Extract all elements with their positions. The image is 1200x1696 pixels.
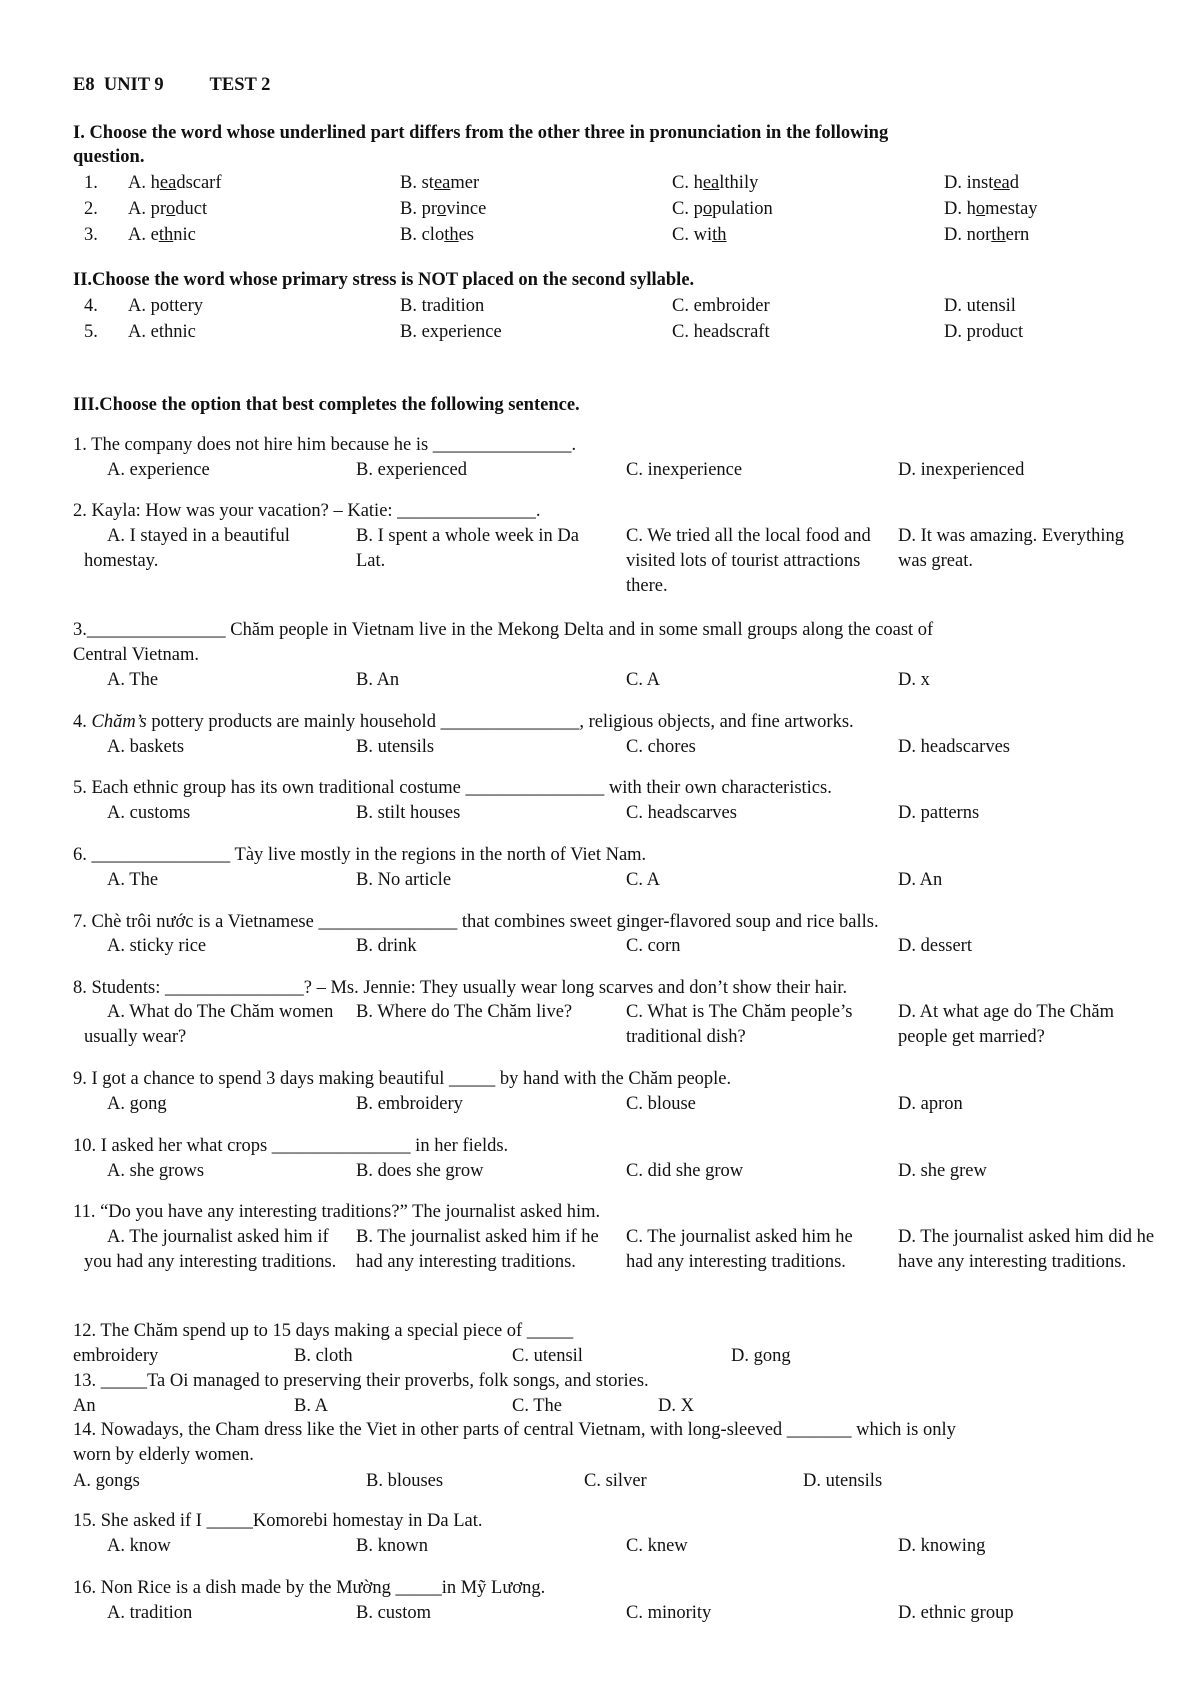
q7-option-c: C. corn <box>626 936 681 956</box>
s1-q2-option-d: D. homestay <box>944 199 1038 219</box>
q9-option-c: C. blouse <box>626 1094 696 1114</box>
q16-stem: 16. Non Rice is a dish made by the Mường _____in Mỹ Lương. <box>73 1578 546 1598</box>
q14-option-a: A. gongs <box>73 1471 140 1491</box>
q7-option-a: A. sticky rice <box>107 936 207 956</box>
q8-option-b: B. Where do The Chăm live? <box>356 1002 573 1022</box>
s2-q5-number: 5. <box>84 322 98 342</box>
s1-q3-option-b: B. clothes <box>400 225 475 245</box>
q1-stem: 1. The company does not hire him because he is _______________. <box>73 435 577 455</box>
q13-stem: 13. _____Ta Oi managed to preserving their proverbs, folk songs, and stories. <box>73 1371 649 1391</box>
q3-option-a: A. The <box>107 670 159 690</box>
q10-option-b: B. does she grow <box>356 1161 484 1181</box>
q15-option-d: D. knowing <box>898 1536 986 1556</box>
s1-q1-number: 1. <box>84 173 98 193</box>
q14-stem-cont: worn by elderly women. <box>73 1445 254 1465</box>
s2-q4-option-d: D. utensil <box>944 296 1016 316</box>
q1-option-b: B. experienced <box>356 460 467 480</box>
q5-option-d: D. patterns <box>898 803 980 823</box>
q13-option-d: D. X <box>658 1396 694 1416</box>
s2-q4-number: 4. <box>84 296 98 316</box>
q3-option-d: D. x <box>898 670 930 690</box>
s2-q4-option-a: A. pottery <box>128 296 204 316</box>
q14-option-c: C. silver <box>584 1471 647 1491</box>
s2-q5-option-d: D. product <box>944 322 1024 342</box>
q2-stem: 2. Kayla: How was your vacation? – Katie: _______________. <box>73 501 541 521</box>
q5-option-b: B. stilt houses <box>356 803 461 823</box>
q2-option-c: C. We tried all the local food and visited lots of tourist attractions there. <box>626 526 871 596</box>
section1-heading-cont: question. <box>73 147 145 167</box>
q13-option-a: An <box>73 1396 96 1416</box>
q7-option-b: B. drink <box>356 936 417 956</box>
q8-stem: 8. Students: _______________? – Ms. Jennie: They usually wear long scarves and don’t show their hair. <box>73 978 848 998</box>
q4-stem: 4. Chăm’s pottery products are mainly household _______________, religious objects, and fine artworks. <box>73 712 854 732</box>
q2-option-a: A. I stayed in a beautiful homestay. <box>84 526 290 571</box>
q12-option-a: embroidery <box>73 1346 159 1366</box>
q6-option-b: B. No article <box>356 870 452 890</box>
q9-option-d: D. apron <box>898 1094 963 1114</box>
q7-stem: 7. Chè trôi nước is a Vietnamese _______________ that combines sweet ginger-flavored soup and rice balls. <box>73 912 879 932</box>
q9-stem: 9. I got a chance to spend 3 days making beautiful _____ by hand with the Chăm people. <box>73 1069 732 1089</box>
s1-q3-option-c: C. with <box>672 225 727 245</box>
q4-option-b: B. utensils <box>356 737 435 757</box>
q8-option-d: D. At what age do The Chăm people get married? <box>898 1002 1114 1047</box>
q1-option-d: D. inexperienced <box>898 460 1025 480</box>
q7-option-d: D. dessert <box>898 936 972 956</box>
section1-heading: I. Choose the word whose underlined part differs from the other three in pronunciation in the following <box>73 123 889 143</box>
section3-heading: III.Choose the option that best completes the following sentence. <box>73 395 580 415</box>
q11-option-a: A. The journalist asked him if you had any interesting traditions. <box>84 1227 337 1272</box>
q11-option-d: D. The journalist asked him did he have any interesting traditions. <box>898 1227 1155 1272</box>
q14-option-b: B. blouses <box>366 1471 444 1491</box>
q10-option-a: A. she grows <box>107 1161 205 1181</box>
q16-option-c: C. minority <box>626 1603 712 1623</box>
s1-q3-option-d: D. northern <box>944 225 1030 245</box>
s2-q5-option-a: A. ethnic <box>128 322 196 342</box>
q6-stem: 6. _______________ Tày live mostly in the regions in the north of Viet Nam. <box>73 845 647 865</box>
q6-option-a: A. The <box>107 870 159 890</box>
q5-option-a: A. customs <box>107 803 191 823</box>
s1-q1-option-a: A. headscarf <box>128 173 222 193</box>
q15-option-b: B. known <box>356 1536 428 1556</box>
q8-option-a: A. What do The Chăm women usually wear? <box>84 1002 334 1047</box>
q6-option-d: D. An <box>898 870 943 890</box>
q11-option-b: B. The journalist asked him if he had any interesting traditions. <box>356 1227 599 1272</box>
s2-q5-option-c: C. headscraft <box>672 322 770 342</box>
q1-option-a: A. experience <box>107 460 210 480</box>
q16-option-a: A. tradition <box>107 1603 193 1623</box>
s1-q2-option-b: B. province <box>400 199 487 219</box>
s2-q4-option-b: B. tradition <box>400 296 485 316</box>
q4-option-c: C. chores <box>626 737 696 757</box>
q11-option-c: C. The journalist asked him he had any interesting traditions. <box>626 1227 853 1272</box>
document-title: E8 UNIT 9 TEST 2 <box>73 75 271 95</box>
q15-option-c: C. knew <box>626 1536 688 1556</box>
q15-option-a: A. know <box>107 1536 171 1556</box>
q2-option-b: B. I spent a whole week in Da Lat. <box>356 526 579 571</box>
s1-q3-option-a: A. ethnic <box>128 225 196 245</box>
q12-stem: 12. The Chăm spend up to 15 days making a special piece of _____ <box>73 1321 574 1341</box>
s1-q1-option-b: B. steamer <box>400 173 480 193</box>
q14-stem: 14. Nowadays, the Cham dress like the Viet in other parts of central Vietnam, with long-sleeved _______ which is only <box>73 1420 956 1440</box>
q3-stem: 3._______________ Chăm people in Vietnam live in the Mekong Delta and in some small groups along the coast of <box>73 620 934 640</box>
q9-option-b: B. embroidery <box>356 1094 463 1114</box>
q15-stem: 15. She asked if I _____Komorebi homestay in Da Lat. <box>73 1511 483 1531</box>
q16-option-b: B. custom <box>356 1603 432 1623</box>
q1-option-c: C. inexperience <box>626 460 743 480</box>
q10-option-c: C. did she grow <box>626 1161 744 1181</box>
q12-option-d: D. gong <box>731 1346 791 1366</box>
s1-q2-option-a: A. product <box>128 199 208 219</box>
q5-stem: 5. Each ethnic group has its own traditional costume _______________ with their own characteristics. <box>73 778 832 798</box>
q3-option-b: B. An <box>356 670 400 690</box>
s2-q4-option-c: C. embroider <box>672 296 770 316</box>
q4-option-d: D. headscarves <box>898 737 1010 757</box>
q3-stem-cont: Central Vietnam. <box>73 645 199 665</box>
q2-option-d: D. It was amazing. Everything was great. <box>898 526 1125 571</box>
q12-option-b: B. cloth <box>294 1346 353 1366</box>
section2-heading: II.Choose the word whose primary stress is NOT placed on the second syllable. <box>73 270 695 290</box>
q9-option-a: A. gong <box>107 1094 167 1114</box>
q5-option-c: C. headscarves <box>626 803 737 823</box>
q13-option-c: C. The <box>512 1396 563 1416</box>
q12-option-c: C. utensil <box>512 1346 583 1366</box>
q3-option-c: C. A <box>626 670 660 690</box>
q11-stem: 11. “Do you have any interesting traditions?” The journalist asked him. <box>73 1202 601 1222</box>
q4-option-a: A. baskets <box>107 737 185 757</box>
s1-q2-option-c: C. population <box>672 199 773 219</box>
s1-q3-number: 3. <box>84 225 98 245</box>
q8-option-c: C. What is The Chăm people’s traditional dish? <box>626 1002 853 1047</box>
q16-option-d: D. ethnic group <box>898 1603 1014 1623</box>
q10-stem: 10. I asked her what crops _______________ in her fields. <box>73 1136 509 1156</box>
s1-q1-option-d: D. instead <box>944 173 1020 193</box>
s1-q1-option-c: C. healthily <box>672 173 759 193</box>
q10-option-d: D. she grew <box>898 1161 987 1181</box>
s2-q5-option-b: B. experience <box>400 322 502 342</box>
q6-option-c: C. A <box>626 870 660 890</box>
q13-option-b: B. A <box>294 1396 328 1416</box>
q14-option-d: D. utensils <box>803 1471 883 1491</box>
s1-q2-number: 2. <box>84 199 98 219</box>
